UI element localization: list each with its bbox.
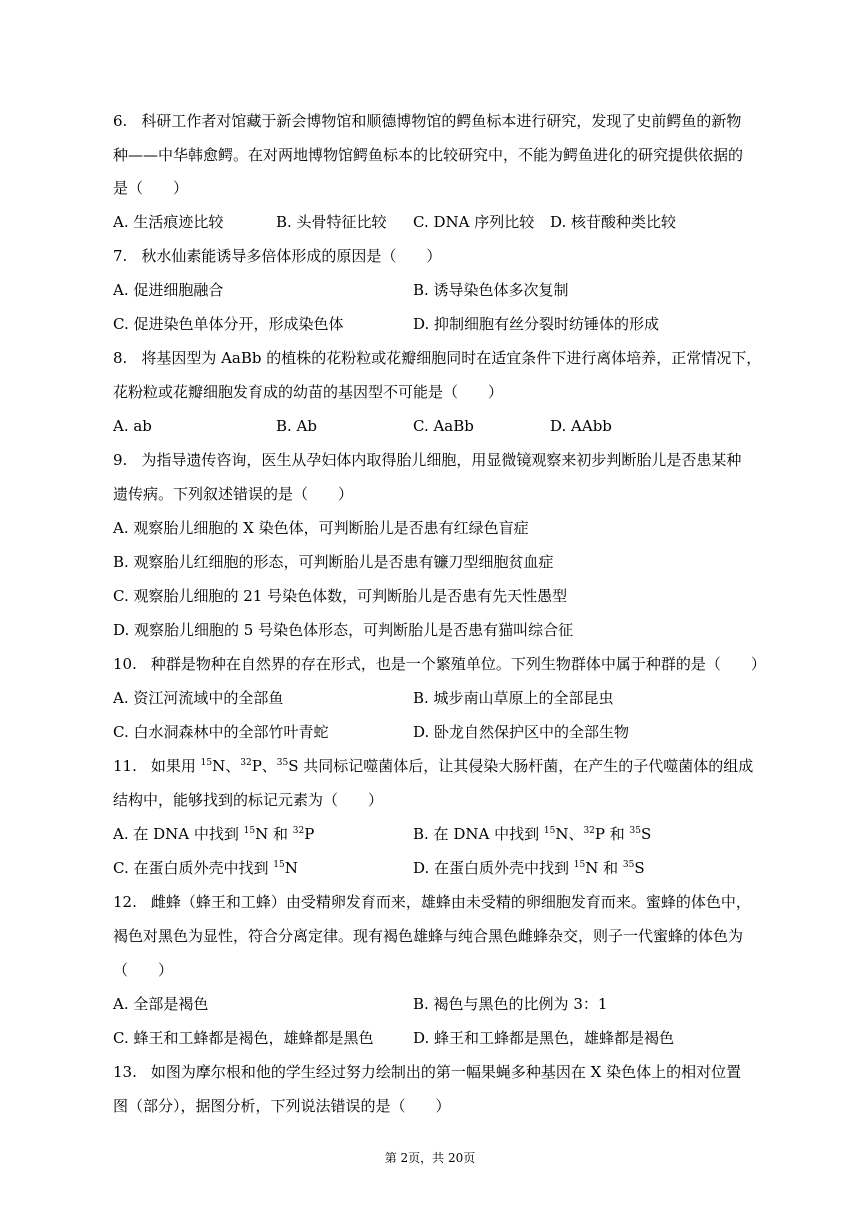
- page-footer: 第 2页，共 20页: [384, 1151, 476, 1165]
- question-number: 12.: [113, 893, 137, 911]
- question-13-line-1: [113, 1062, 741, 1082]
- question-12-line-2: 褐色对黑色为显性，符合分离定律。现有褐色雄蜂与纯合黑色雌蜂杂交，则子一代蜜蜂的体色为: [113, 927, 744, 945]
- question-text: 如图为摩尔根和他的学生经过努力绘制出的第一幅果蝇多种基因在 X 染色体上的相对位置: [150, 1063, 742, 1081]
- question-13-line-2: 图（部分），据图分析，下列说法错误的是（ ）: [113, 1097, 451, 1115]
- question-7-option-a: A. 促进细胞融合: [113, 281, 224, 299]
- question-10-option-d: D. 卧龙自然保护区中的全部生物: [413, 723, 630, 741]
- question-text: 秋水仙素能诱导多倍体形成的原因是（ ）: [141, 247, 442, 265]
- question-11-line-1: [113, 756, 753, 776]
- question-11-option-a: A. 在 DNA 中找到 $^{15}$N 和 $^{32}$P: [113, 825, 315, 843]
- question-11-option-d: D. 在蛋白质外壳中找到 $^{15}$N 和 $^{35}$S: [413, 859, 645, 877]
- option-c: C. DNA 序列比较: [413, 213, 535, 231]
- question-11-option-c: C. 在蛋白质外壳中找到 $^{15}$N: [113, 859, 298, 877]
- question-text: 将基因型为 AaBb 的植株的花粉粒或花瓣细胞同时在适宜条件下进行离体培养，正常情况下，: [141, 349, 762, 367]
- question-text: 种群是物种在自然界的存在形式，也是一个繁殖单位。下列生物群体中属于种群的是（ ）: [150, 655, 766, 673]
- question-9-line-2: 遗传病。下列叙述错误的是（ ）: [113, 485, 354, 503]
- question-12-option-d: D. 蜂王和工蜂都是黑色，雄蜂都是褐色: [413, 1029, 675, 1047]
- question-number: 8.: [113, 349, 128, 367]
- question-11-option-b: B. 在 DNA 中找到 $^{15}$N、$^{32}$P 和 $^{35}$S: [413, 825, 652, 843]
- question-number: 7.: [113, 247, 128, 265]
- option-c: C. AaBb: [413, 417, 474, 435]
- question-number: 10.: [113, 655, 137, 673]
- question-12-line-1: [113, 892, 751, 912]
- question-9-line-1: [113, 450, 741, 470]
- question-12-option-b: B. 褐色与黑色的比例为 3：1: [413, 995, 608, 1013]
- question-10-stem: [113, 654, 766, 674]
- question-7-stem: [113, 246, 441, 266]
- question-9-option-b: B. 观察胎儿红细胞的形态，可判断胎儿是否患有镰刀型细胞贫血症: [113, 553, 554, 571]
- question-text: 如果用 $^{15}$N、$^{32}$P、$^{35}$S 共同标记噬菌体后，让其侵染大肠杆菌，在产生的子代噬菌体的组成: [150, 757, 754, 775]
- question-number: 13.: [113, 1063, 137, 1081]
- question-9-option-c: C. 观察胎儿细胞的 21 号染色体数，可判断胎儿是否患有先天性愚型: [113, 587, 568, 605]
- question-number: 9.: [113, 451, 128, 469]
- question-7-option-c: C. 促进染色单体分开，形成染色体: [113, 315, 344, 333]
- question-12-option-a: A. 全部是褐色: [113, 995, 209, 1013]
- option-b: B. Ab: [276, 417, 317, 435]
- question-6-line-3: 是（ ）: [113, 179, 189, 197]
- question-12-option-c: C. 蜂王和工蜂都是褐色，雄蜂都是黑色: [113, 1029, 374, 1047]
- question-9-option-a: A. 观察胎儿细胞的 X 染色体，可判断胎儿是否患有红绿色盲症: [113, 519, 529, 537]
- option-b: B. 头骨特征比较: [276, 213, 387, 231]
- question-10-option-a: A. 资江河流域中的全部鱼: [113, 689, 284, 707]
- question-text: 科研工作者对馆藏于新会博物馆和顺德博物馆的鳄鱼标本进行研究，发现了史前鳄鱼的新物: [141, 112, 742, 130]
- question-6-line-1: [113, 111, 741, 131]
- question-9-option-d: D. 观察胎儿细胞的 5 号染色体形态，可判断胎儿是否患有猫叫综合征: [113, 621, 574, 639]
- option-d: D. 核苷酸种类比较: [550, 213, 677, 231]
- question-10-option-b: B. 城步南山草原上的全部昆虫: [413, 689, 614, 707]
- question-8-line-1: [113, 348, 761, 368]
- question-text: 为指导遗传咨询，医生从孕妇体内取得胎儿细胞，用显微镜观察来初步判断胎儿是否患某种: [141, 451, 742, 469]
- question-12-line-3: （ ）: [113, 961, 174, 979]
- option-d: D. AAbb: [550, 417, 612, 435]
- question-number: 6.: [113, 112, 128, 130]
- option-a: A. ab: [113, 417, 152, 435]
- question-8-line-2: 花粉粒或花瓣细胞发育成的幼苗的基因型不可能是（ ）: [113, 383, 504, 401]
- question-7-option-d: D. 抑制细胞有丝分裂时纺锤体的形成: [413, 315, 660, 333]
- question-11-line-2: 结构中，能够找到的标记元素为（ ）: [113, 791, 384, 809]
- question-6-line-2: 种——中华韩愈鳄。在对两地博物馆鳄鱼标本的比较研究中，不能为鳄鱼进化的研究提供依据的: [113, 146, 744, 164]
- question-7-option-b: B. 诱导染色体多次复制: [413, 281, 569, 299]
- question-10-option-c: C. 白水洞森林中的全部竹叶青蛇: [113, 723, 329, 741]
- option-a: A. 生活痕迹比较: [113, 213, 224, 231]
- question-number: 11.: [113, 757, 137, 775]
- question-text: 雌蜂（蜂王和工蜂）由受精卵发育而来，雄蜂由未受精的卵细胞发育而来。蜜蜂的体色中，: [150, 893, 751, 911]
